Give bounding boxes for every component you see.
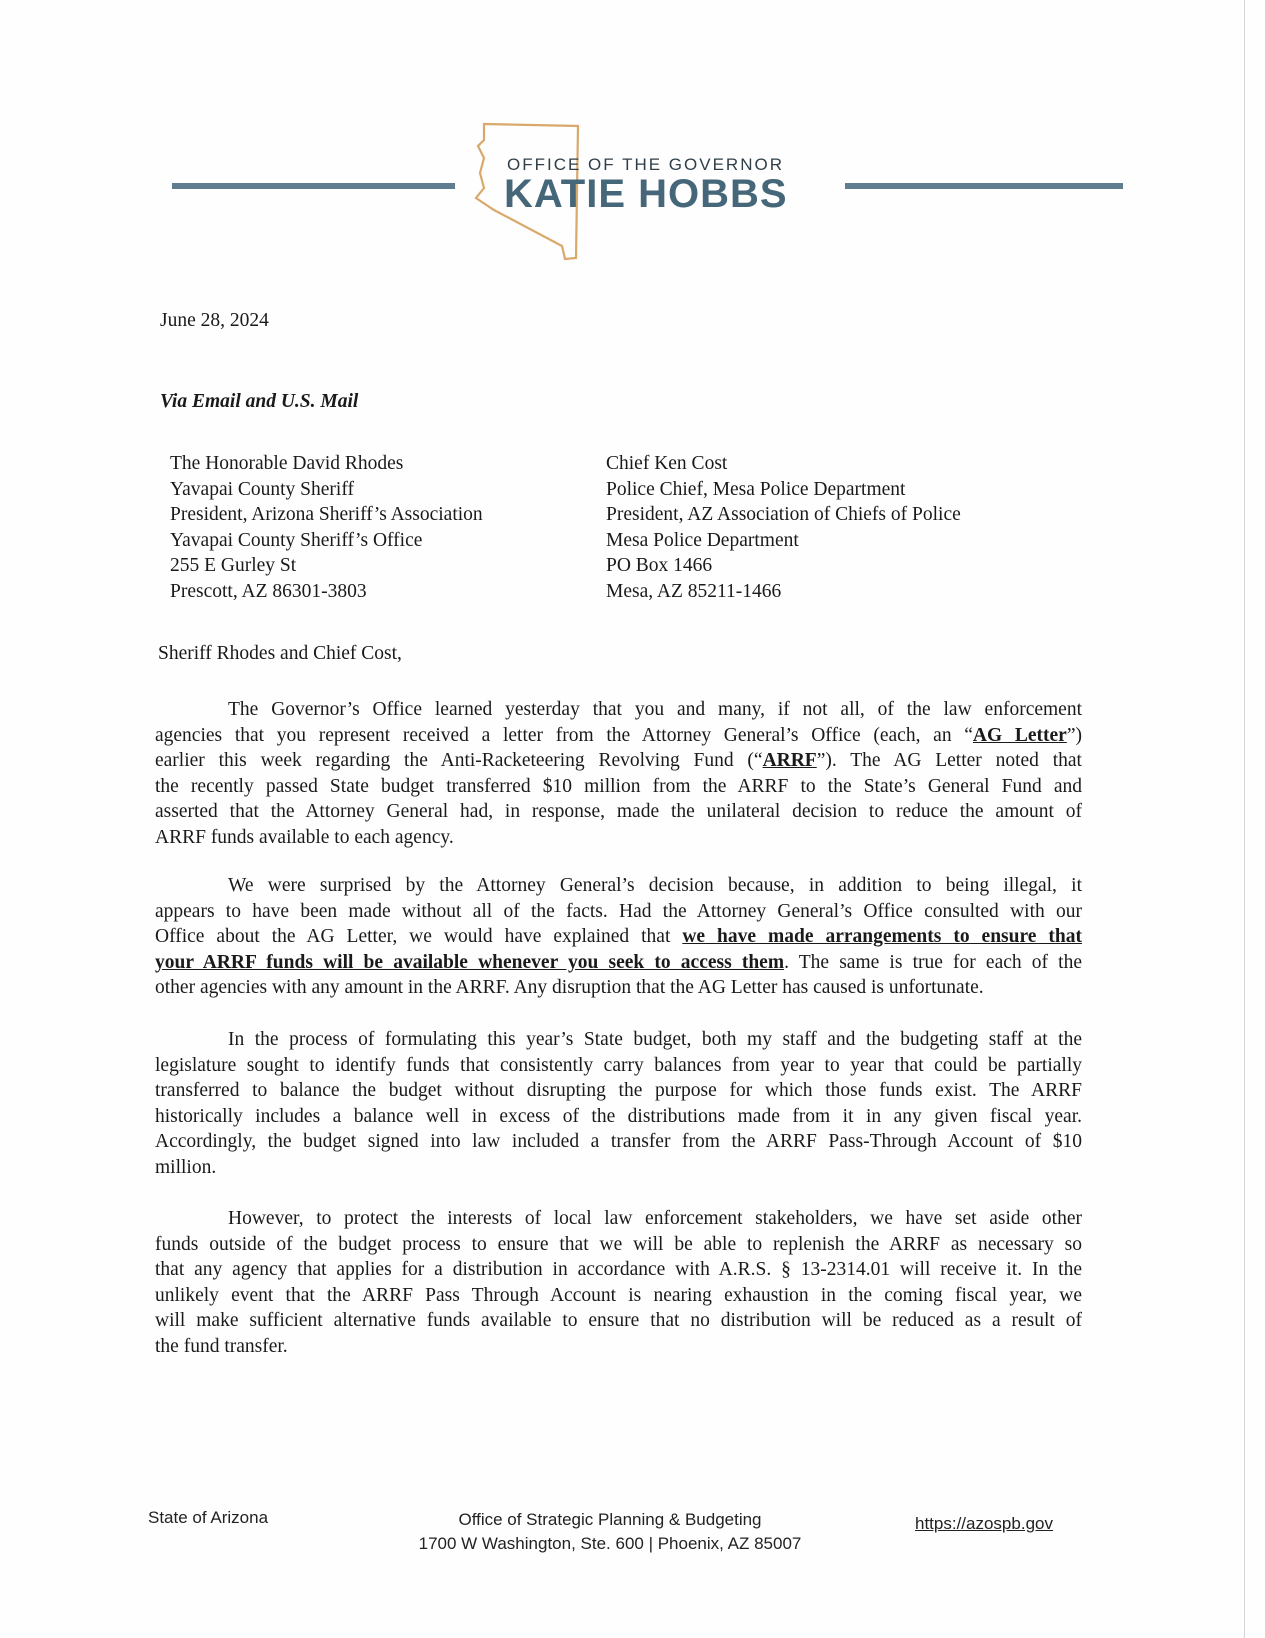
footer-office-address: 1700 W Washington, Ste. 600 | Phoenix, AZ 85007 <box>418 1534 802 1553</box>
salutation: Sheriff Rhodes and Chief Cost, <box>158 643 402 664</box>
text-segment: that any agency that applies for a distribution in accordance with A.R.S. § 13-2314.01 will receive it. In the <box>155 1259 1082 1280</box>
recipient-address-2 <box>606 451 961 604</box>
footer-state: State of Arizona <box>148 1508 269 1527</box>
recipient-address-1 <box>170 451 483 604</box>
text-segment: legislature sought to identify funds that consistently carry balances from year to year that could be partially <box>155 1054 1082 1076</box>
text-segment: ARRF funds available to each agency. <box>155 826 454 848</box>
paragraph-line <box>155 1078 1082 1104</box>
body-paragraph <box>155 697 1082 850</box>
text-segment: the fund transfer. <box>155 1335 288 1357</box>
paragraph-line <box>155 1027 1082 1053</box>
paragraph-line <box>155 1129 1082 1155</box>
address-line: President, AZ Association of Chiefs of Police <box>606 504 961 525</box>
text-segment: Office about the AG Letter, we would have explained that <box>155 926 683 947</box>
address-line: 255 E Gurley St <box>170 555 297 576</box>
address-line: Yavapai County Sheriff <box>170 478 354 500</box>
emphasized-text: your ARRF funds will be available whenever you seek to access them <box>155 951 785 973</box>
address-line: PO Box 1466 <box>606 555 713 576</box>
footer-website-link[interactable]: https://azospb.gov <box>915 1514 1053 1533</box>
paragraph-line <box>155 1257 1082 1283</box>
emphasized-text: ARRF <box>762 750 817 771</box>
address-line: Yavapai County Sheriff’s Office <box>170 529 423 551</box>
text-segment: We were surprised by the Attorney General’s decision because, in addition to being illegal, it <box>228 875 1082 896</box>
letterhead-name: KATIE HOBBS <box>504 172 788 216</box>
text-segment: . The same is true for each of the <box>784 951 1082 973</box>
letterhead-office-line: OFFICE OF THE GOVERNOR <box>507 155 784 174</box>
address-line: President, Arizona Sheriff’s Association <box>170 504 483 525</box>
text-segment: other agencies with any amount in the ARRF. Any disruption that the AG Letter has caused is unfortunate. <box>155 977 984 998</box>
paragraph-line <box>155 799 1082 825</box>
paragraph-line <box>155 1334 1082 1360</box>
text-segment: unlikely event that the ARRF Pass Through Account is nearing exhaustion in the coming fiscal year, we <box>155 1284 1082 1306</box>
paragraph-line <box>155 1283 1082 1309</box>
paragraph-line <box>155 825 1082 851</box>
paragraph-line <box>155 697 1082 723</box>
emphasized-text: we have made arrangements to ensure that <box>682 926 1082 947</box>
footer-office-name: Office of Strategic Planning & Budgeting <box>458 1510 762 1529</box>
text-segment: However, to protect the interests of local law enforcement stakeholders, we have set aside other <box>228 1208 1082 1229</box>
body-paragraph <box>155 1027 1082 1180</box>
paragraph-line <box>155 1155 1082 1181</box>
paragraph-line <box>155 1232 1082 1258</box>
text-segment: funds outside of the budget process to ensure that we will be able to replenish the ARRF as necessary so <box>155 1233 1082 1255</box>
text-segment: transferred to balance the budget without disrupting the purpose for which those funds exist. The ARRF <box>155 1080 1082 1101</box>
text-segment: appears to have been made without all of the facts. Had the Attorney General’s Office consulted with our <box>155 900 1082 922</box>
paragraph-line <box>155 1308 1082 1334</box>
delivery-method: Via Email and U.S. Mail <box>160 391 359 412</box>
address-line: Chief Ken Cost <box>606 453 728 474</box>
text-segment: historically includes a balance well in excess of the distributions made from it in any given fiscal year. <box>155 1105 1082 1127</box>
address-line: Mesa, AZ 85211-1466 <box>606 580 782 602</box>
paragraph-line <box>155 975 1082 1001</box>
letterhead-rule-left <box>172 183 455 189</box>
address-line: Prescott, AZ 86301-3803 <box>170 580 367 602</box>
letter-date: June 28, 2024 <box>160 310 269 331</box>
text-segment: agencies that you represent received a letter from the Attorney General’s Office (each, an “ <box>155 724 973 746</box>
text-segment: earlier this week regarding the Anti-Racketeering Revolving Fund (“ <box>155 750 763 771</box>
address-line: Police Chief, Mesa Police Department <box>606 478 906 500</box>
paragraph-line <box>155 873 1082 899</box>
address-line: The Honorable David Rhodes <box>170 453 404 474</box>
emphasized-text: AG Letter <box>972 724 1067 746</box>
paragraph-line <box>155 748 1082 774</box>
body-paragraph <box>155 873 1082 1001</box>
text-segment: Accordingly, the budget signed into law included a transfer from the ARRF Pass-Through Account of $10 <box>155 1131 1082 1152</box>
text-segment: million. <box>155 1156 217 1178</box>
paragraph-line <box>155 950 1082 976</box>
text-segment: In the process of formulating this year’s State budget, both my staff and the budgeting staff at the <box>228 1029 1082 1050</box>
text-segment: ”) <box>1066 724 1082 746</box>
text-segment: the recently passed State budget transferred $10 million from the ARRF to the State’s General Fund and <box>155 775 1082 797</box>
address-line: Mesa Police Department <box>606 529 799 551</box>
paragraph-line <box>155 1104 1082 1130</box>
paragraph-line <box>155 924 1082 950</box>
text-segment: asserted that the Attorney General had, in response, made the unilateral decision to reduce the amount of <box>155 801 1082 822</box>
text-segment: The Governor’s Office learned yesterday that you and many, if not all, of the law enforcement <box>228 699 1082 720</box>
paragraph-line <box>155 1206 1082 1232</box>
body-paragraph <box>155 1206 1082 1359</box>
paragraph-line <box>155 1053 1082 1079</box>
letterhead-rule-right <box>845 183 1123 189</box>
footer-office <box>390 1508 830 1556</box>
paragraph-line <box>155 899 1082 925</box>
paragraph-line <box>155 774 1082 800</box>
page-edge-divider <box>1244 0 1245 1638</box>
text-segment: ”). The AG Letter noted that <box>816 750 1082 771</box>
paragraph-line <box>155 723 1082 749</box>
text-segment: will make sufficient alternative funds available to ensure that no distribution will be reduced as a result of <box>155 1310 1082 1331</box>
